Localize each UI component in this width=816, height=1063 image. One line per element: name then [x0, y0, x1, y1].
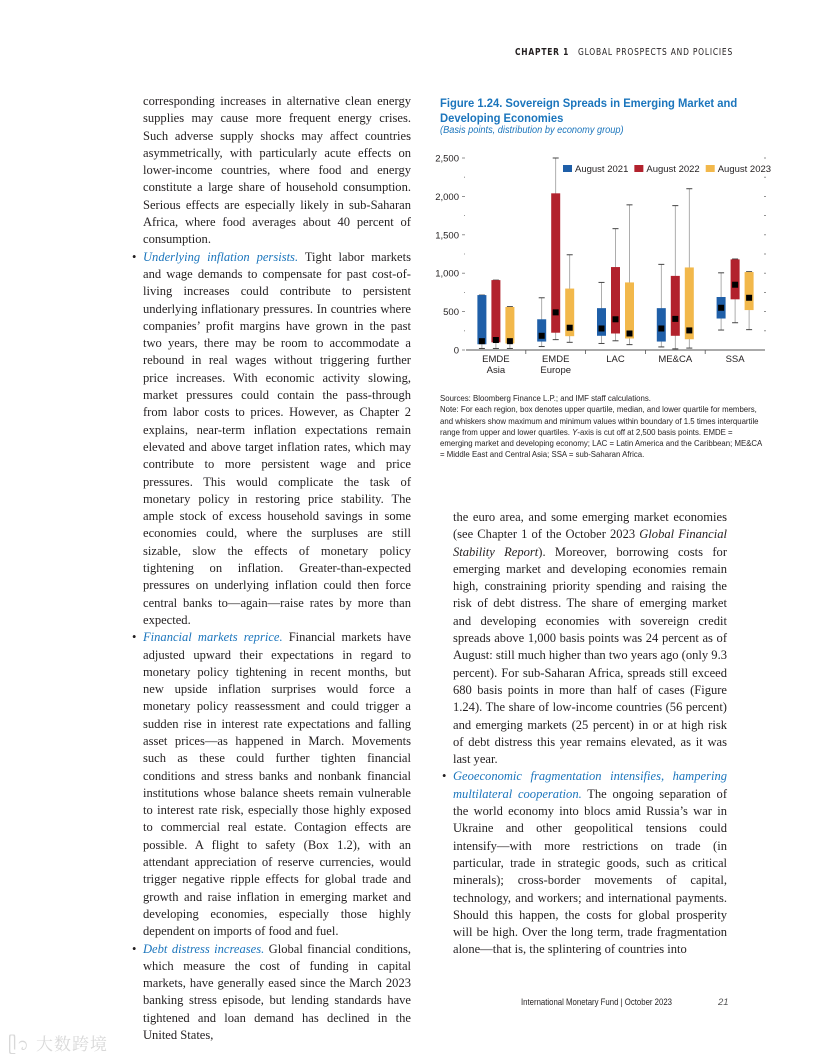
box [477, 295, 486, 344]
x-tick-label: Europe [540, 365, 572, 376]
median-marker [732, 282, 738, 288]
watermark-logo: ᥫ᭡ 大数跨境 [8, 1035, 109, 1055]
x-tick-label: EMDE [541, 354, 570, 365]
bullet-text: Financial markets have adjusted upward their expectations in regard to monetary policy tightening in recent months, but new upside inflation surprises would force a monetary policy reassessment and could trigger a sudden rise in interest rate expectations and falling asset prices—as happened in March. Movements such as these could further tighten financial conditions and stress banks and nonbank financial institutions whose balance sheets remain vulnerable to interest rate risk, especially those highly exposed to commercial real estate. Contagion effects are possible. A flight to safety (Box 1.2), with an attendant appreciation of reserve currencies, would trigger negative ripple effects for global trade and growth and raise inflation in emerging market and developing economies, especially those highly dependent on imports of food and fuel. [143, 630, 411, 939]
box [491, 280, 500, 342]
median-marker [658, 325, 664, 331]
median-marker [672, 316, 678, 322]
bullet-item [143, 941, 411, 1045]
median-marker [553, 309, 559, 315]
page-number: 21 [718, 997, 729, 1008]
box [625, 282, 634, 338]
right-column [453, 509, 727, 959]
y-tick-label: 2,000 [435, 191, 459, 203]
paragraph: corresponding increases in alternative clean energy supplies may cause more frequent energy crises. Such adverse supply shocks may affect countries asymmetrically, with particularly acute effects on lower-income countries, where food and energy constitute a large share of household consumption. Serious effects are especially likely in sub-Saharan Africa, where food averages about 40 percent of consumption. [143, 94, 411, 247]
box [505, 307, 514, 343]
legend-swatch [634, 165, 643, 172]
running-header [515, 47, 733, 58]
median-marker [479, 338, 485, 344]
box [671, 276, 680, 336]
bullet-text: The ongoing separation of the world economy into blocs amid Russia’s war in Ukraine and other geopolitical tensions could intensify—with more restrictions on trade (in particular, trade in strategic goods, such as critical minerals); cross-border movements of capital, technology, and workers; and international payments. Should this happen, the costs for global prosperity will be high. Over the long term, trade fragmentation alone—that is, the splintering of countries into [453, 786, 727, 957]
legend-label: August 2022 [646, 164, 700, 175]
publication-title: Global Financial Stability Report [453, 527, 727, 559]
y-tick-label: 500 [443, 307, 459, 319]
bullet-lead: Debt distress increases. [143, 941, 265, 956]
x-tick-label: LAC [606, 354, 625, 365]
bullet-text: Tight labor markets and wage demands to compensate for past cost-of-living increases could contribute to persistent underlying inflationary pressures. In countries where companies’ profit margins have grown in the past two years, there may be room to accommodate a rebound in real wages without triggering further price increases. With economic activity slowing, market pressures could contain the pass-through from labor costs to prices. However, as Chapter 2 explains, near-term inflation expectations remain elevated and above target inflation rates, which may contribute to more persistent wage and price pressures. This would complicate the task of monetary policy in restoring price stability. The ample stock of excess household savings in some economies could, where the surpluses are still sizable, slow the effects of monetary policy tightening on inflation. Greater-than-expected pressures on underlying inflation could then force central banks to—again—raise rates by more than expected. [143, 249, 411, 627]
x-tick-label: EMDE [482, 354, 510, 365]
text: ). Moreover, borrowing costs for emerging market and developing economies remain high, constraining priority spending and raising the risk of debt distress. The share of emerging market and developing economies with sovereign credit spreads above 1,000 basis points was 24 percent as of August: still much higher than two years ago (only 9.3 percent). For sub-Saharan Africa, spreads still exceed 680 basis points in more than half of cases (Figure 1.24). The share of low-income countries (56 percent) and emerging markets (25 percent) in or at high risk of debt distress this year remains elevated, as it was last year. [453, 544, 727, 767]
chapter-title: GLOBAL PROSPECTS AND POLICIES [577, 47, 734, 58]
note-text: Note: For each region, box denotes upper quartile, median, and lower quartile for members, and whiskers show maximum and minimum values within boundary of 1.5 times interquartile range from upper and lower quartiles. [440, 404, 759, 437]
y-tick-label: 1,500 [435, 230, 459, 242]
median-marker [599, 325, 605, 331]
chapter-label: CHAPTER 1 [515, 47, 570, 58]
figure-subtitle: (Basis points, distribution by economy group) [440, 125, 624, 136]
bullet-item [143, 249, 411, 630]
box [657, 308, 666, 341]
bullet-lead: Financial markets reprice. [143, 630, 283, 645]
bullet-text: Global financial conditions, which measure the cost of funding in capital markets, have generally eased since the March 2023 banking stress episode, but lending standards have tightened and loan demand has declined in the United States, [143, 941, 411, 1043]
text: the euro area, and some emerging market economies (see Chapter 1 of the October 2023 [453, 510, 727, 542]
bullet-lead: Underlying inflation persists. [143, 249, 299, 264]
box [611, 267, 620, 333]
paragraph [453, 509, 727, 768]
sources: Sources: Bloomberg Finance L.P.; and IMF staff calculations. [440, 393, 651, 403]
footer: International Monetary Fund | October 2023 [521, 997, 673, 1008]
y-tick-label: 2,500 [435, 153, 459, 165]
legend-swatch [563, 165, 572, 172]
figure-title: Figure 1.24. Sovereign Spreads in Emerging Market and Developing Economies [440, 96, 738, 125]
legend-label: August 2023 [717, 164, 772, 175]
note-text: -axis is cut off at 2,500 basis points. EMDE = emerging market and developing economy; LAC = Latin America and the Caribbean; ME&CA = Middle East and Central Asia; SSA = sub-Saharan Africa. [440, 426, 762, 460]
y-tick-label: 1,000 [435, 268, 459, 280]
left-column [143, 93, 411, 1044]
publisher: International Monetary Fund [521, 997, 619, 1008]
publication-date: October 2023 [624, 997, 673, 1008]
figure-notes [440, 393, 764, 461]
bullet-lead: Geoeconomic fragmentation intensifies, hampering multilateral cooperation. [453, 769, 727, 801]
x-tick-label: ME&CA [658, 354, 693, 365]
box [731, 259, 740, 299]
box [597, 308, 606, 336]
median-marker [493, 337, 499, 343]
x-tick-label: SSA [725, 354, 745, 365]
legend-label: August 2021 [575, 164, 629, 175]
median-marker [627, 330, 633, 336]
bullet-item [143, 629, 411, 940]
bullet-item [453, 768, 727, 958]
median-marker [567, 325, 573, 331]
median-marker [507, 338, 513, 344]
median-marker [539, 333, 545, 339]
figure-header [440, 96, 770, 137]
median-marker [746, 295, 752, 301]
median-marker [686, 327, 692, 333]
x-tick-label: Asia [486, 365, 506, 376]
box-plot-chart [435, 145, 772, 387]
note-italic: Y [572, 426, 578, 437]
median-marker [718, 305, 724, 311]
box [745, 272, 754, 310]
legend-swatch [706, 165, 715, 172]
note [440, 404, 764, 460]
y-tick-label: 0 [453, 345, 459, 357]
median-marker [613, 316, 619, 322]
